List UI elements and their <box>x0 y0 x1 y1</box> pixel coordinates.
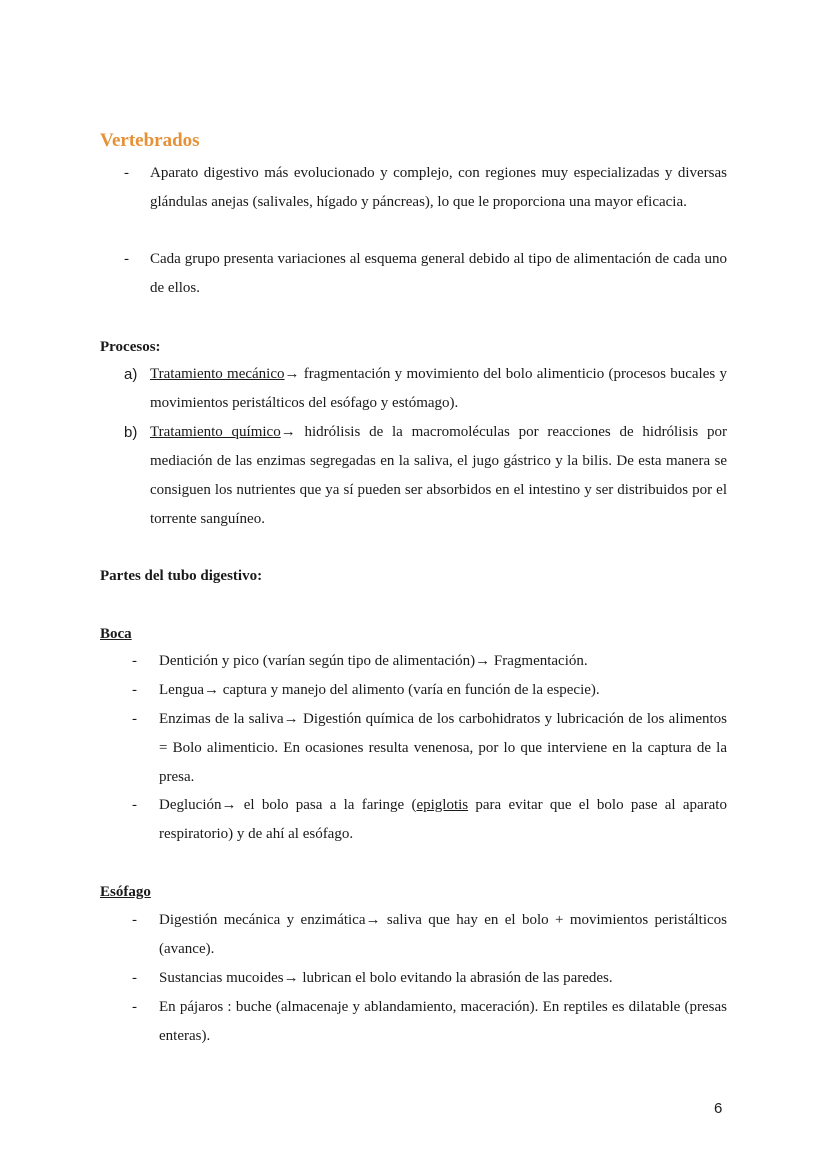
list-item <box>132 964 727 993</box>
list-marker: - <box>124 165 129 181</box>
term-underlined: Tratamiento mecánico <box>150 366 285 382</box>
list-marker: - <box>132 682 137 698</box>
list-marker: - <box>132 653 137 669</box>
list-item <box>132 647 727 676</box>
term-underlined: epiglotis <box>416 797 469 813</box>
list-marker: - <box>132 999 137 1015</box>
list-marker: - <box>132 711 137 727</box>
list-marker: - <box>132 797 137 813</box>
list-item <box>124 360 727 418</box>
section-title-vertebrados: Vertebrados <box>100 130 200 151</box>
page-number: 6 <box>714 1100 723 1117</box>
list-item <box>132 705 727 792</box>
list-marker: b) <box>124 424 138 441</box>
list-marker: - <box>124 251 129 267</box>
list-item <box>132 676 727 705</box>
list-item <box>132 906 727 964</box>
list-marker: - <box>132 912 137 928</box>
list-text: Aparato digestivo más evolucionado y complejo, con regiones muy especializadas y diversas glándulas anejas (salivales, hígado y páncreas), lo que le proporciona una mayor eficacia. <box>150 165 727 210</box>
list-text: En pájaros : buche (almacenaje y ablandamiento, maceración). En reptiles es dilatable (presas enteras). <box>159 999 727 1044</box>
list-item <box>124 159 727 217</box>
section-title-procesos: Procesos: <box>100 339 161 355</box>
list-text: Sustancias mucoides→ lubrican el bolo evitando la abrasión de las paredes. <box>159 970 613 986</box>
list-item <box>132 791 727 849</box>
list-marker: - <box>132 970 137 986</box>
list-marker: a) <box>124 366 138 383</box>
list-text: Deglución→ el bolo pasa a la faringe ( <box>159 797 417 813</box>
list-text: → hidrólisis de la macromoléculas por reacciones de hidrólisis por mediación de las enzimas segregadas en la saliva, el jugo gástrico y la bilis. De esta manera se consiguen los nutrientes que ya sí pueden ser absorbidos en el intestino y ser distribuidos por el torrente sanguíneo. <box>150 424 727 527</box>
list-text: Cada grupo presenta variaciones al esquema general debido al tipo de alimentación de cada uno de ellos. <box>150 251 727 296</box>
list-text: para evitar que el bolo pase al aparato respiratorio) y de ahí al esófago. <box>159 797 727 842</box>
section-title-esofago: Esófago <box>100 884 151 900</box>
list-item <box>132 993 727 1051</box>
term-underlined: Tratamiento químico <box>150 424 281 440</box>
list-text: Dentición y pico (varían según tipo de alimentación)→ Fragmentación. <box>159 653 588 669</box>
list-text: Lengua→ captura y manejo del alimento (varía en función de la especie). <box>159 682 600 698</box>
list-text: Enzimas de la saliva→ Digestión química de los carbohidratos y lubricación de los alimentos = Bolo alimenticio. En ocasiones resulta venenosa, por lo que interviene en la captura de la presa. <box>159 711 727 785</box>
list-item <box>124 245 727 303</box>
list-text: → fragmentación y movimiento del bolo alimenticio (procesos bucales y movimientos peristálticos del esófago y estómago). <box>150 366 727 411</box>
section-title-boca: Boca <box>100 626 132 642</box>
list-item <box>124 418 727 534</box>
list-text: Digestión mecánica y enzimática→ saliva que hay en el bolo + movimientos peristálticos (avance). <box>159 912 727 957</box>
section-title-partes: Partes del tubo digestivo: <box>100 568 263 584</box>
